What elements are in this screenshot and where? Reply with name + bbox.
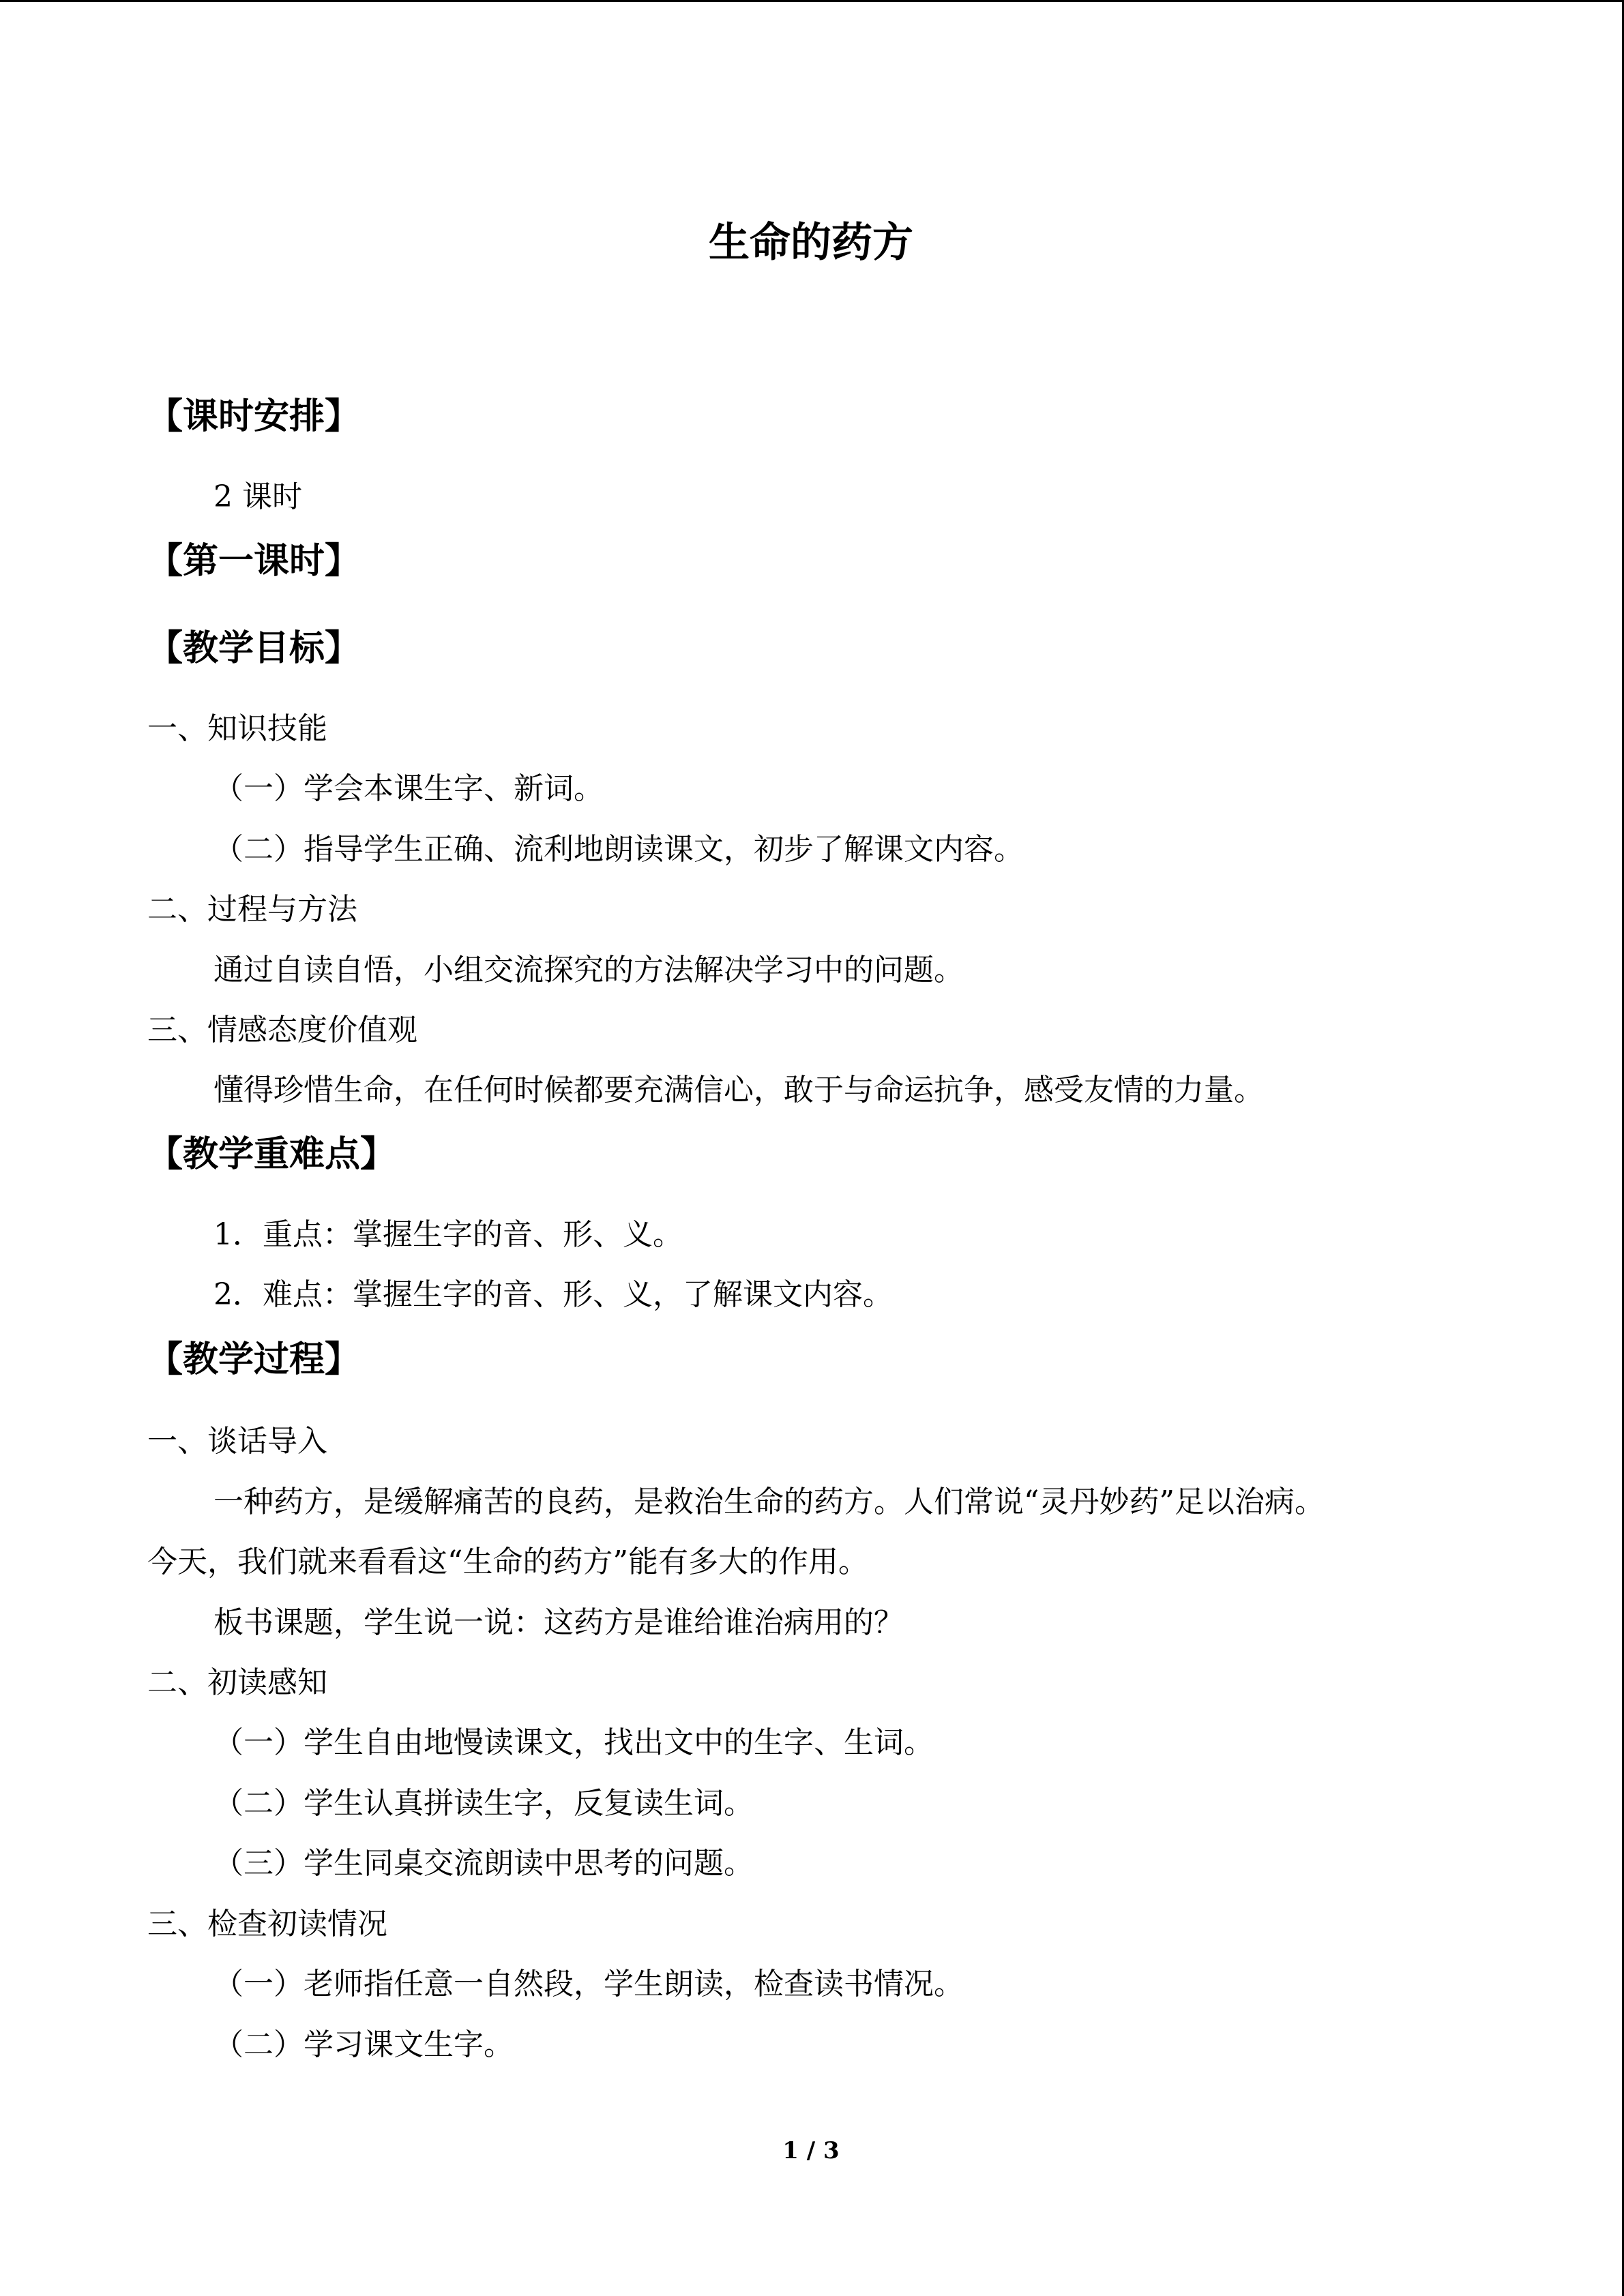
goal-line: 二、过程与方法 xyxy=(147,892,357,927)
goal-line: 三、情感态度价值观 xyxy=(147,1013,417,1047)
goal-line: 通过自读自悟，小组交流探究的方法解决学习中的问题。 xyxy=(213,953,964,987)
goal-line: （二）指导学生正确、流利地朗读课文，初步了解课文内容。 xyxy=(213,832,1024,867)
document-title: 生命的药方 xyxy=(709,219,913,267)
process-line: （二）学习课文生字。 xyxy=(213,2027,514,2062)
section-heading-process: 【教学过程】 xyxy=(147,1339,361,1380)
process-line: 一种药方，是缓解痛苦的良药，是救治生命的药方。人们常说“灵丹妙药”足以治病。 xyxy=(213,1485,1325,1519)
goal-line: 懂得珍惜生命，在任何时候都要充满信心，敢于与命运抗争，感受友情的力量。 xyxy=(213,1073,1264,1107)
process-line: （一）老师指任意一自然段，学生朗读，检查读书情况。 xyxy=(213,1967,964,2001)
section-heading-lesson: 【第一课时】 xyxy=(147,540,361,582)
goal-line: 一、知识技能 xyxy=(147,711,327,746)
process-line: 一、谈话导入 xyxy=(147,1424,327,1459)
process-line: 板书课题，学生说一说：这药方是谁给谁治病用的？ xyxy=(213,1605,904,1640)
page-number: 1 / 3 xyxy=(782,2137,840,2164)
section-heading-goals: 【教学目标】 xyxy=(147,627,361,669)
goal-line: （一）学会本课生字、新词。 xyxy=(213,771,604,806)
process-line: 三、检查初读情况 xyxy=(147,1907,387,1941)
section-heading-schedule: 【课时安排】 xyxy=(147,396,361,437)
process-line: （二）学生认真拼读生字，反复读生词。 xyxy=(213,1786,754,1821)
schedule-value: 2 课时 xyxy=(213,479,302,514)
keypoint-line: 1．重点：掌握生字的音、形、义。 xyxy=(213,1217,683,1252)
process-line: 今天，我们就来看看这“生命的药方”能有多大的作用。 xyxy=(147,1545,868,1579)
process-line: 二、初读感知 xyxy=(147,1665,327,1700)
keypoint-line: 2．难点：掌握生字的音、形、义，了解课文内容。 xyxy=(213,1277,893,1312)
section-heading-keypoints: 【教学重难点】 xyxy=(147,1133,396,1175)
process-line: （三）学生同桌交流朗读中思考的问题。 xyxy=(213,1846,754,1881)
process-line: （一）学生自由地慢读课文，找出文中的生字、生词。 xyxy=(213,1725,934,1760)
